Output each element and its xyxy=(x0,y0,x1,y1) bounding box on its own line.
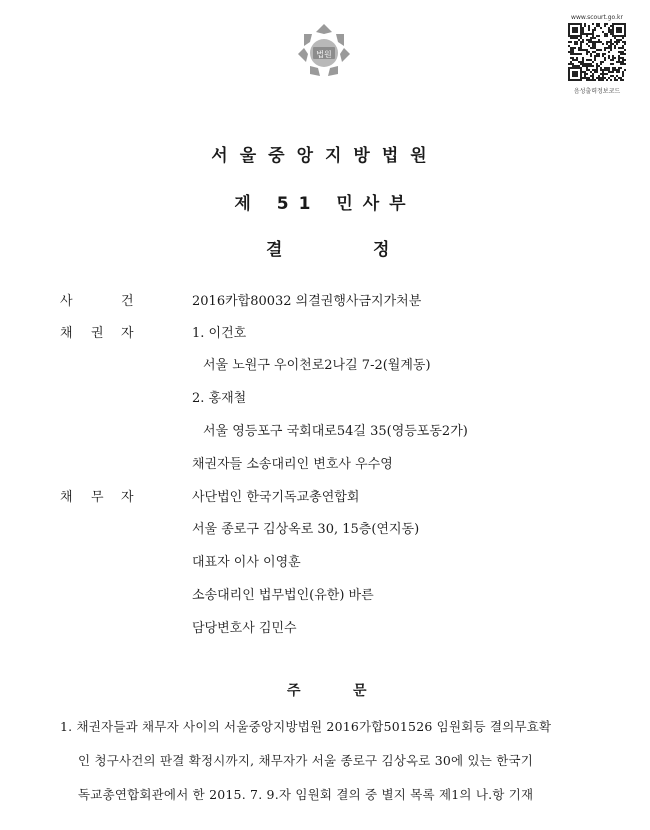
order-line-2: 인 청구사건의 판결 확정시까지, 채무자가 서울 종로구 김상옥로 30에 있는 한국기 xyxy=(78,753,534,768)
creditor-2-address: 서울 영등포구 국회대로54길 35(영등포동2가) xyxy=(203,424,468,439)
division-number: 51 xyxy=(276,194,321,214)
case-value: 2016카합80032 의결권행사금지가처분 xyxy=(192,294,422,309)
creditor-label-1: 채 xyxy=(60,326,73,341)
court-name: 서울중앙지방법원 xyxy=(211,146,439,166)
order-line-1: 1. 채권자들과 채무자 사이의 서울중앙지방법원 2016가합501526 임원회등 결의무효확 xyxy=(60,719,552,734)
creditor-label-3: 자 xyxy=(121,326,134,341)
division-prefix: 제 xyxy=(234,194,261,214)
debtor-label-1: 채 xyxy=(60,490,73,505)
debtor-name: 사단법인 한국기독교총연합회 xyxy=(192,490,360,505)
debtor-lawyer: 담당변호사 김민수 xyxy=(192,621,297,636)
creditor-1-address: 서울 노원구 우이천로2나길 7-2(월계동) xyxy=(203,358,431,373)
debtor-representative: 대표자 이사 이영훈 xyxy=(192,555,301,570)
creditor-counsel: 채권자들 소송대리인 변호사 우수영 xyxy=(192,457,393,472)
qr-code-icon xyxy=(568,23,626,81)
doctype-char-2: 정 xyxy=(373,240,390,260)
debtor-label-2: 무 xyxy=(91,490,104,505)
order-line-3: 독교총연합회관에서 한 2015. 7. 9.자 임원회 결의 중 별지 목록 제1의 나.항 기재 xyxy=(78,787,534,802)
court-emblem-icon xyxy=(292,20,356,84)
division-name xyxy=(0,189,650,214)
case-label-2: 건 xyxy=(121,294,134,309)
qr-caption: 음성출력정보코드 xyxy=(573,88,621,95)
doctype-char-1: 결 xyxy=(266,240,283,260)
creditor-label-2: 권 xyxy=(91,326,104,341)
debtor-address: 서울 종로구 김상옥로 30, 15층(연지동) xyxy=(192,522,420,537)
division-suffix: 민사부 xyxy=(336,194,416,214)
emblem-text: 법원 xyxy=(316,50,332,59)
case-label-1: 사 xyxy=(60,294,73,309)
creditor-2-name: 2. 홍재철 xyxy=(192,391,247,406)
order-title-1: 주 xyxy=(287,683,301,699)
debtor-label-3: 자 xyxy=(121,490,134,505)
debtor-counsel: 소송대리인 법무법인(유한) 바른 xyxy=(192,588,374,603)
qr-url: www.scourt.go.kr xyxy=(571,14,623,21)
qr-block xyxy=(568,14,626,95)
order-title-2: 문 xyxy=(353,683,367,699)
creditor-1-name: 1. 이건호 xyxy=(192,326,247,341)
